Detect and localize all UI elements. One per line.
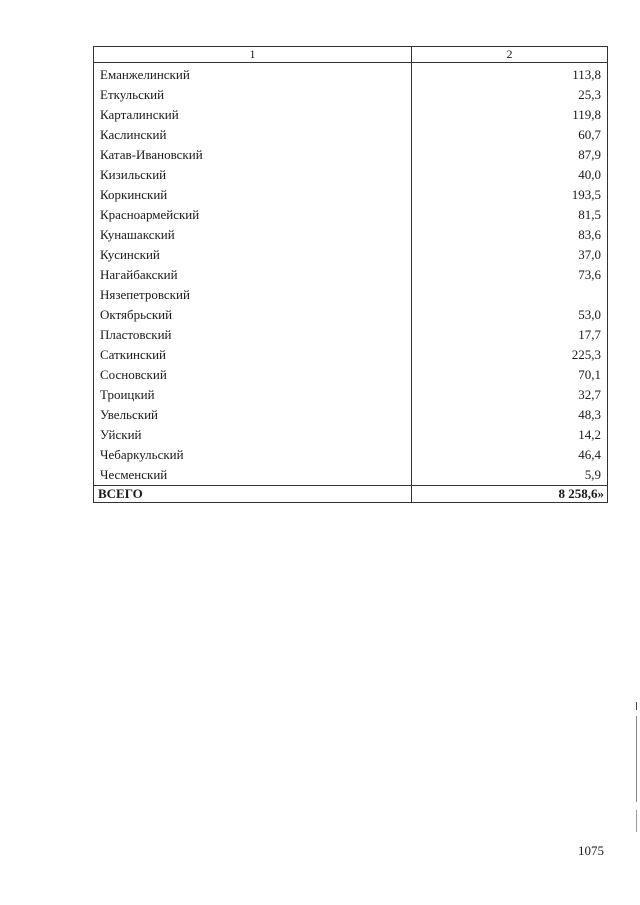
district-name: Еткульский — [94, 85, 412, 105]
district-value: 113,8 — [412, 63, 608, 86]
district-name: Сосновский — [94, 365, 412, 385]
table-row — [94, 165, 608, 185]
district-value: 25,3 — [412, 85, 608, 105]
district-name: Октябрьский — [94, 305, 412, 325]
district-value: 119,8 — [412, 105, 608, 125]
district-name: Уйский — [94, 425, 412, 445]
district-name: Красноармейский — [94, 205, 412, 225]
table-header — [94, 47, 608, 63]
district-name: Чесменский — [94, 465, 412, 486]
table-row — [94, 225, 608, 245]
table-row — [94, 385, 608, 405]
total-label: ВСЕГО — [94, 486, 412, 503]
district-name: Кунашакский — [94, 225, 412, 245]
table-row — [94, 445, 608, 465]
column-header-1: 1 — [94, 47, 412, 63]
table-row — [94, 305, 608, 325]
district-value: 37,0 — [412, 245, 608, 265]
table-row — [94, 245, 608, 265]
district-name: Троицкий — [94, 385, 412, 405]
district-value: 60,7 — [412, 125, 608, 145]
district-name: Карталинский — [94, 105, 412, 125]
district-name: Кусинский — [94, 245, 412, 265]
table-row — [94, 365, 608, 385]
scan-edge-mark — [636, 702, 637, 710]
table-footer — [94, 486, 608, 503]
district-name: Коркинский — [94, 185, 412, 205]
district-value: 53,0 — [412, 305, 608, 325]
total-value: 8 258,6» — [412, 486, 608, 503]
district-value: 81,5 — [412, 205, 608, 225]
district-name: Катав-Ивановский — [94, 145, 412, 165]
data-table — [93, 46, 608, 503]
district-name: Кизильский — [94, 165, 412, 185]
table-row — [94, 185, 608, 205]
district-value: 70,1 — [412, 365, 608, 385]
table-row — [94, 145, 608, 165]
district-name: Еманжелинский — [94, 63, 412, 86]
table-row — [94, 205, 608, 225]
district-value: 40,0 — [412, 165, 608, 185]
district-name: Нязепетровский — [94, 285, 412, 305]
table-row — [94, 125, 608, 145]
table-row — [94, 265, 608, 285]
district-name: Нагайбакский — [94, 265, 412, 285]
page-number: 1075 — [578, 843, 604, 858]
district-name: Чебаркульский — [94, 445, 412, 465]
district-value: 193,5 — [412, 185, 608, 205]
district-value: 17,7 — [412, 325, 608, 345]
district-name: Увельский — [94, 405, 412, 425]
district-value: 73,6 — [412, 265, 608, 285]
table-row — [94, 85, 608, 105]
district-name: Саткинский — [94, 345, 412, 365]
table-row — [94, 405, 608, 425]
table-row — [94, 105, 608, 125]
district-value: 83,6 — [412, 225, 608, 245]
table-row — [94, 465, 608, 486]
table-row — [94, 325, 608, 345]
header-row — [94, 47, 608, 63]
district-value: 225,3 — [412, 345, 608, 365]
total-row — [94, 486, 608, 503]
table-row — [94, 345, 608, 365]
table-row — [94, 425, 608, 445]
district-value — [412, 285, 608, 305]
table-row — [94, 63, 608, 86]
table-row — [94, 285, 608, 305]
district-value: 32,7 — [412, 385, 608, 405]
district-name: Пластовский — [94, 325, 412, 345]
table-body — [94, 63, 608, 486]
district-value: 5,9 — [412, 465, 608, 486]
scan-edge-mark — [636, 716, 637, 802]
district-value: 48,3 — [412, 405, 608, 425]
column-header-2: 2 — [412, 47, 608, 63]
scan-edge-mark — [636, 810, 637, 832]
district-value: 46,4 — [412, 445, 608, 465]
district-value: 87,9 — [412, 145, 608, 165]
district-name: Каслинский — [94, 125, 412, 145]
district-value: 14,2 — [412, 425, 608, 445]
